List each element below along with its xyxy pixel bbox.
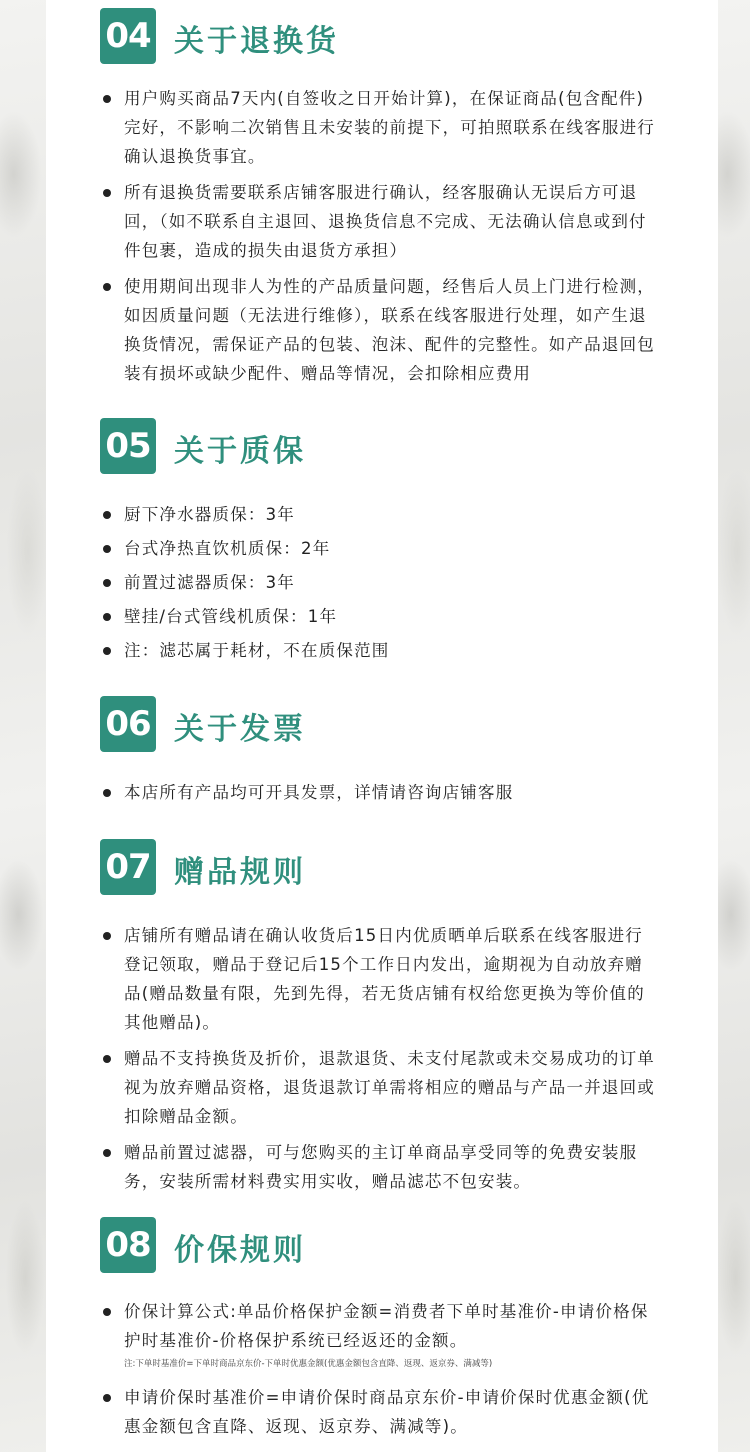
list-item: 店铺所有赠品请在确认收货后15日内优质晒单后联系在线客服进行登记领取，赠品于登记后15个工作日内发出，逾期视为自动放弃赠品(赠品数量有限，先到先得，若无货店铺有权给您更换为等价值的其他赠品)。 xyxy=(46,921,718,1037)
list-item: 前置过滤器质保：3年 xyxy=(46,568,718,597)
section-header xyxy=(46,1217,718,1277)
section-header xyxy=(46,8,718,68)
list-item: 申请价保时基准价=申请价保时商品京东价-申请价保时优惠金额(优惠金额包含直降、返现、返京券、满减等)。 xyxy=(46,1383,718,1441)
marble-background-left xyxy=(0,0,46,1452)
marble-background-right xyxy=(718,0,750,1452)
section-header xyxy=(46,696,718,756)
section-list xyxy=(46,1383,718,1441)
section-price-protection xyxy=(46,1217,718,1436)
section-number-badge: 06 xyxy=(100,696,156,752)
section-list xyxy=(46,921,718,1196)
list-item: 所有退换货需要联系店铺客服进行确认，经客服确认无误后方可退回，（如不联系自主退回、退换货信息不完成、无法确认信息或到付件包裹，造成的损失由退货方承担） xyxy=(46,178,718,265)
list-item: 赠品不支持换货及折价，退款退货、未支付尾款或未交易成功的订单视为放弃赠品资格，退货退款订单需将相应的赠品与产品一并退回或扣除赠品金额。 xyxy=(46,1044,718,1131)
list-item: 本店所有产品均可开具发票，详情请咨询店铺客服 xyxy=(46,778,718,807)
section-invoice xyxy=(46,696,718,802)
section-title: 价保规则 xyxy=(174,1233,306,1268)
section-number-badge: 04 xyxy=(100,8,156,64)
list-item: 价保计算公式:单品价格保护金额=消费者下单时基准价-申请价格保护时基准价-价格保护系统已经返还的金额。 xyxy=(46,1297,718,1355)
list-item: 用户购买商品7天内(自签收之日开始计算)，在保证商品(包含配件)完好，不影响二次销售且未安装的前提下，可拍照联系在线客服进行确认退换货事宜。 xyxy=(46,84,718,171)
section-warranty xyxy=(46,418,718,660)
section-gift-rules xyxy=(46,839,718,1191)
list-item: 赠品前置过滤器，可与您购买的主订单商品享受同等的免费安装服务，安装所需材料费实用实收，赠品滤芯不包安装。 xyxy=(46,1138,718,1196)
section-list xyxy=(46,1297,718,1355)
section-number-badge: 07 xyxy=(100,839,156,895)
section-returns xyxy=(46,8,718,383)
section-title: 关于退换货 xyxy=(174,24,339,59)
section-number-badge: 05 xyxy=(100,418,156,474)
section-title: 赠品规则 xyxy=(174,855,306,890)
section-header xyxy=(46,839,718,899)
section-list xyxy=(46,84,718,388)
list-item: 台式净热直饮机质保：2年 xyxy=(46,534,718,563)
section-header xyxy=(46,418,718,478)
section-title: 关于质保 xyxy=(174,434,306,469)
footnote: 注:下单时基准价=下单时商品京东价-下单时优惠金额(优惠金额包含直降、返现、返京券、满减等) xyxy=(124,1359,493,1369)
list-item: 使用期间出现非人为性的产品质量问题，经售后人员上门进行检测，如因质量问题（无法进行维修），联系在线客服进行处理，如产生退换货情况，需保证产品的包装、泡沫、配件的完整性。如产品退回包装有损坏或缺少配件、赠品等情况，会扣除相应费用 xyxy=(46,272,718,388)
section-number-badge: 08 xyxy=(100,1217,156,1273)
section-list xyxy=(46,500,718,665)
content-card xyxy=(46,0,718,1452)
list-item: 注：滤芯属于耗材，不在质保范围 xyxy=(46,636,718,665)
list-item: 厨下净水器质保：3年 xyxy=(46,500,718,529)
section-list xyxy=(46,778,718,807)
section-title: 关于发票 xyxy=(174,712,306,747)
list-item: 壁挂/台式管线机质保：1年 xyxy=(46,602,718,631)
